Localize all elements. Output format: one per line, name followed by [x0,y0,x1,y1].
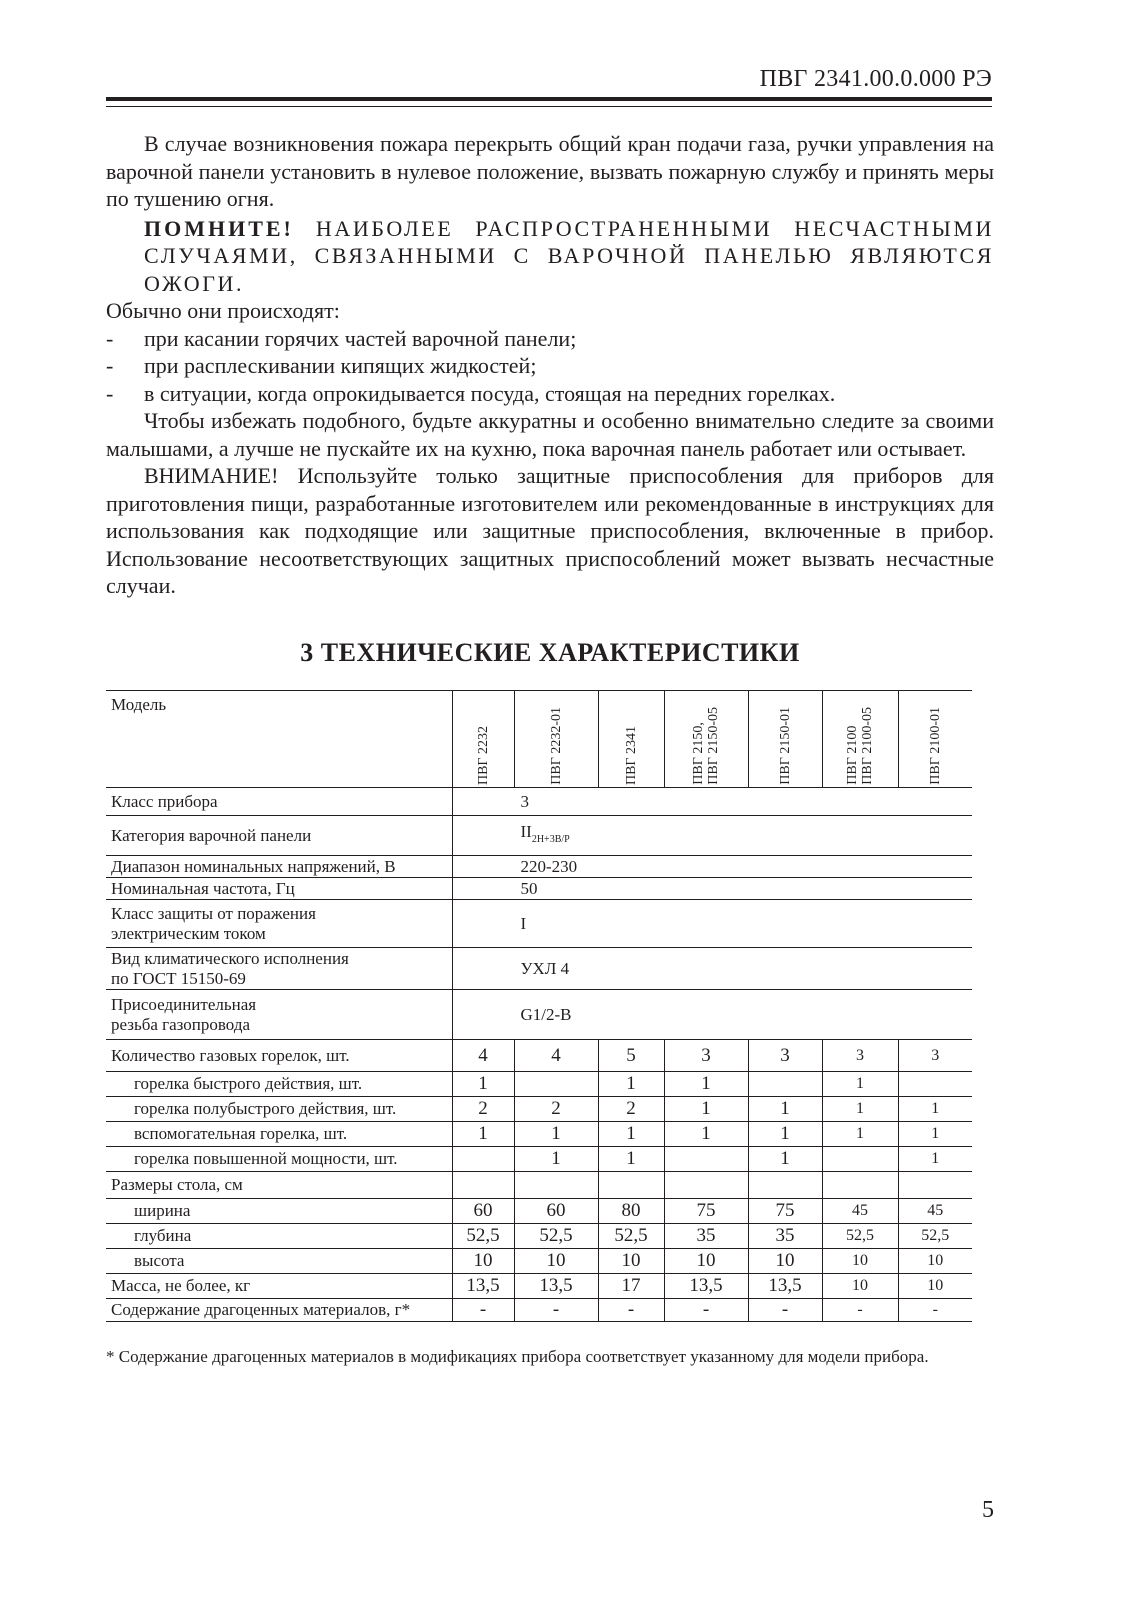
footnote: * Содержание драгоценных материалов в модификациях прибора соответствует указанному для модели прибора. [106,1347,929,1366]
row-label: Диапазон номинальных напряжений, В [106,856,452,878]
header-rule-thick [106,97,992,101]
row-label: горелка быстрого действия, шт. [106,1072,452,1097]
paragraph-attention: ВНИМАНИЕ! Используйте только защитные приспособления для приборов для приготовления пищи, разработанные изготовителем или рекомендованные в инструкциях для использования как подходящие или защитные приспособления, включенные в прибор. Использование несоответствующих защитных приспособлений может вызвать несчастные случаи. [106,463,994,598]
list-item-text: при расплескивании кипящих жидкостей; [144,353,537,378]
empty-cell [748,878,822,900]
table-cell [598,1172,664,1199]
table-row [106,1274,972,1299]
table-cell [822,1172,898,1199]
table-cell: 5 [598,1040,664,1072]
model-header-wrap [669,691,744,787]
empty-cell [664,816,748,856]
row-label: Масса, не более, кг [106,1274,452,1299]
model-header-wrap [753,691,818,787]
warning-bold: ПОМНИТЕ! [144,215,294,241]
table-cell: 3 [822,1040,898,1072]
common-value: I [452,900,598,948]
table-cell: - [664,1299,748,1322]
table-cell: - [598,1299,664,1322]
table-cell: 4 [452,1040,514,1072]
bullet-dash: - [106,380,114,406]
empty-cell [598,878,664,900]
table-cell: 2 [598,1097,664,1122]
model-header-cell [452,691,514,788]
table-cell: - [748,1299,822,1322]
table-row [106,990,972,1040]
row-label: горелка повышенной мощности, шт. [106,1147,452,1172]
row-label: Размеры стола, см [106,1172,452,1199]
row-label: Номинальная частота, Гц [106,878,452,900]
row-label: Класс защиты от поражения электрическим током [106,900,452,948]
table-cell: 4 [514,1040,598,1072]
table-cell [664,1172,748,1199]
empty-cell [664,788,748,816]
table-row [106,1072,972,1097]
table-header-row [106,691,972,788]
table-cell [822,1147,898,1172]
table-cell: 1 [822,1072,898,1097]
list-item [106,352,994,380]
model-name: ПВГ 2100-01 [927,707,943,785]
list-item [106,325,994,353]
model-header-wrap [519,691,594,787]
table-cell: 13,5 [748,1274,822,1299]
list-item [106,380,994,408]
table-cell: - [514,1299,598,1322]
table-cell [664,1147,748,1172]
table-cell: 52,5 [822,1224,898,1249]
model-header-cell [598,691,664,788]
empty-cell [664,878,748,900]
table-row [106,816,972,856]
empty-cell [598,990,664,1040]
table-cell: 10 [898,1274,972,1299]
table-cell: - [452,1299,514,1322]
table-cell: 52,5 [514,1224,598,1249]
empty-cell [822,816,898,856]
table-row [106,1199,972,1224]
table-cell [514,1172,598,1199]
table-cell: 3 [898,1040,972,1072]
model-header-cell [822,691,898,788]
table-cell: 1 [452,1072,514,1097]
table-cell: 1 [664,1072,748,1097]
document-code: ПВГ 2341.00.0.000 РЭ [759,66,992,92]
model-name: ПВГ 2100 ПВГ 2100-05 [845,707,875,785]
table-row [106,1040,972,1072]
row-label: глубина [106,1224,452,1249]
table-cell: 13,5 [514,1274,598,1299]
table-cell: 1 [898,1147,972,1172]
model-header-cell [514,691,598,788]
warning-paragraph [144,215,994,298]
common-value: 220-230 [452,856,598,878]
empty-cell [898,788,972,816]
paragraph-children: Чтобы избежать подобного, будьте аккуратны и особенно внимательно следите за своими малышами, а лучше не пускайте их на кухню, пока варочная панель работает или остывает. [106,408,994,461]
empty-cell [664,900,748,948]
model-header-cell [898,691,972,788]
model-name: ПВГ 2150-01 [777,707,793,785]
model-header-cell [664,691,748,788]
row-label: Категория варочной панели [106,816,452,856]
table-row [106,900,972,948]
empty-cell [898,948,972,990]
page-number: 5 [982,1497,994,1523]
table-cell: 13,5 [452,1274,514,1299]
header-rule-thin [106,106,992,107]
table-cell [898,1072,972,1097]
table-cell: 45 [898,1199,972,1224]
table-row [106,1172,972,1199]
empty-cell [822,900,898,948]
table-cell: 52,5 [598,1224,664,1249]
table-row [106,856,972,878]
empty-cell [822,990,898,1040]
row-label: высота [106,1249,452,1274]
row-label: Присоединительная резьба газопровода [106,990,452,1040]
table-row [106,1147,972,1172]
table-row [106,1249,972,1274]
row-label: Содержание драгоценных материалов, г* [106,1299,452,1322]
row-label: ширина [106,1199,452,1224]
table-cell: 1 [898,1122,972,1147]
list-item-text: в ситуации, когда опрокидывается посуда, стоящая на передних горелках. [144,380,836,406]
table-cell: 1 [664,1122,748,1147]
table-cell: 52,5 [898,1224,972,1249]
table-cell: 13,5 [664,1274,748,1299]
table-cell: 80 [598,1199,664,1224]
bullet-dash: - [106,325,114,351]
table-cell: 2 [514,1097,598,1122]
empty-cell [598,948,664,990]
table-cell: 10 [898,1249,972,1274]
table-row [106,1299,972,1322]
model-name: ПВГ 2232-01 [548,707,564,785]
section-title: 3 ТЕХНИЧЕСКИЕ ХАРАКТЕРИСТИКИ [300,638,800,667]
table-cell: 10 [452,1249,514,1274]
common-value: $II_{2H+3B/P}$ [452,816,598,856]
common-value: G1/2-В [452,990,598,1040]
common-value: УХЛ 4 [452,948,598,990]
table-cell [748,1172,822,1199]
table-cell: 1 [748,1147,822,1172]
model-header-cell [748,691,822,788]
row-label: Вид климатического исполнения по ГОСТ 15150-69 [106,948,452,990]
table-cell: 1 [598,1122,664,1147]
table-cell: 1 [452,1122,514,1147]
empty-cell [664,990,748,1040]
table-cell: 1 [748,1097,822,1122]
table-cell: 1 [598,1072,664,1097]
model-header-wrap [603,691,660,787]
empty-cell [748,948,822,990]
empty-cell [822,856,898,878]
table-cell: 60 [514,1199,598,1224]
table-cell [514,1072,598,1097]
row-label: горелка полубыстрого действия, шт. [106,1097,452,1122]
empty-cell [748,990,822,1040]
table-cell: 1 [822,1122,898,1147]
table-cell: 3 [748,1040,822,1072]
table-row [106,878,972,900]
table-cell: 75 [748,1199,822,1224]
empty-cell [748,856,822,878]
table-cell: 35 [664,1224,748,1249]
body-text [106,130,994,600]
table-cell: 3 [664,1040,748,1072]
table-row [106,1224,972,1249]
table-cell: - [898,1299,972,1322]
table-cell: 1 [598,1147,664,1172]
model-label: Модель [106,691,452,788]
table-cell: 10 [514,1249,598,1274]
empty-cell [664,856,748,878]
table-cell: 10 [598,1249,664,1274]
model-name: ПВГ 2150, ПВГ 2150-05 [691,707,721,785]
table-row [106,1097,972,1122]
paragraph-fire: В случае возникновения пожара перекрыть общий кран подачи газа, ручки управления на варочной панели установить в нулевое положение, вызвать пожарную службу и принять меры по тушению огня. [106,131,994,211]
table-cell: 60 [452,1199,514,1224]
table-cell: 10 [748,1249,822,1274]
table-row [106,788,972,816]
model-name: ПВГ 2232 [475,725,491,785]
empty-cell [598,816,664,856]
empty-cell [822,878,898,900]
row-label: Класс прибора [106,788,452,816]
row-label: вспомогательная горелка, шт. [106,1122,452,1147]
empty-cell [748,900,822,948]
table-cell [452,1147,514,1172]
row-label: Количество газовых горелок, шт. [106,1040,452,1072]
table-cell: 2 [452,1097,514,1122]
bullet-dash: - [106,353,114,378]
table-cell: 35 [748,1224,822,1249]
table-cell: - [822,1299,898,1322]
warning-text: НАИБОЛЕЕ РАСПРОСТРАНЕННЫМИ НЕСЧАСТНЫМИ СЛУЧАЯМИ, СВЯЗАННЫМИ С ВАРОЧНОЙ ПАНЕЛЬЮ ЯВЛЯЮТСЯ ОЖОГИ. [144,215,994,296]
empty-cell [598,900,664,948]
empty-cell [898,816,972,856]
table-cell [898,1172,972,1199]
model-header-wrap [827,691,894,787]
empty-cell [822,788,898,816]
table-cell: 1 [514,1147,598,1172]
table-cell: 10 [822,1249,898,1274]
table-cell: 17 [598,1274,664,1299]
model-header-wrap [903,691,969,787]
table-cell: 10 [664,1249,748,1274]
table-row [106,948,972,990]
table-row [106,1122,972,1147]
empty-cell [598,856,664,878]
table-cell: 1 [898,1097,972,1122]
empty-cell [822,948,898,990]
empty-cell [748,816,822,856]
table-cell: 1 [664,1097,748,1122]
empty-cell [598,788,664,816]
table-cell: 1 [822,1097,898,1122]
empty-cell [898,878,972,900]
table-cell: 52,5 [452,1224,514,1249]
common-value: 3 [452,788,598,816]
empty-cell [748,788,822,816]
table-cell: 1 [748,1122,822,1147]
spec-table [106,690,972,1322]
table-cell [748,1072,822,1097]
empty-cell [898,900,972,948]
common-value: 50 [452,878,598,900]
table-cell: 45 [822,1199,898,1224]
value-subscript: 2H+3B/P [531,833,570,845]
model-name: ПВГ 2341 [623,725,639,785]
table-cell: 75 [664,1199,748,1224]
empty-cell [664,948,748,990]
table-cell [452,1172,514,1199]
list-item-text: при касании горячих частей варочной панели; [144,325,577,351]
paragraph-usually: Обычно они происходят: [106,298,340,323]
empty-cell [898,990,972,1040]
model-header-wrap [457,691,510,787]
table-cell: 10 [822,1274,898,1299]
empty-cell [898,856,972,878]
table-cell: 1 [514,1122,598,1147]
